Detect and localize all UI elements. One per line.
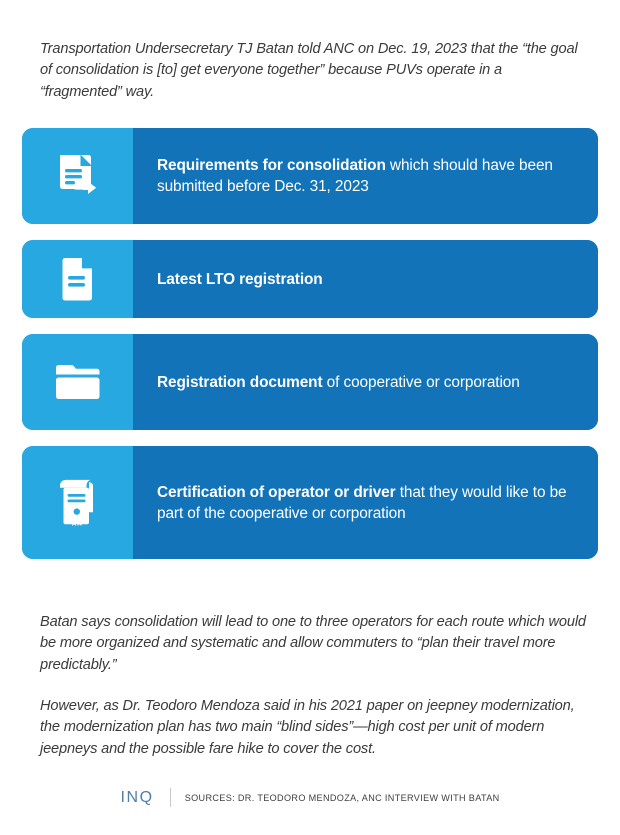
card-rest-text: of cooperative or corporation (322, 373, 520, 391)
card-lead-text: Certification of operator or driver (157, 483, 396, 501)
requirements-card-list (22, 128, 598, 559)
card-text (157, 155, 576, 197)
requirement-card (22, 334, 598, 430)
footer (0, 788, 620, 807)
card-body (133, 446, 598, 559)
card-lead-text: Registration document (157, 373, 323, 391)
requirement-card (22, 128, 598, 224)
document-export-icon (52, 150, 104, 202)
document-icon (55, 254, 101, 304)
certificate-icon (52, 475, 104, 531)
card-icon-panel (22, 334, 133, 430)
card-icon-panel (22, 446, 133, 559)
requirement-card (22, 240, 598, 318)
requirement-card (22, 446, 598, 559)
body-paragraph-1: Batan says consolidation will lead to one to three operators for each route which would be more organized and systematic and allow commuters to “plan their travel more predictably.” (40, 613, 586, 673)
folder-icon (51, 359, 105, 405)
intro-paragraph: Transportation Undersecretary TJ Batan told ANC on Dec. 19, 2023 that the “the goal of consolidation is [to] get everyone together” because PUVs operate in a “fragmented” way. (40, 40, 578, 100)
card-icon-panel (22, 128, 133, 224)
body-paragraph-2: However, as Dr. Teodoro Mendoza said in his 2021 paper on jeepney modernization, the modernization plan has two main “blind sides”—high cost per unit of modern jeepneys and the possible fare hike to cover the cost. (40, 697, 575, 757)
card-body (133, 240, 598, 318)
card-body (133, 334, 598, 430)
footer-divider (170, 788, 171, 807)
card-lead-text: Latest LTO registration (157, 270, 323, 288)
card-body (133, 128, 598, 224)
inq-logo: INQ (120, 788, 154, 806)
card-text (157, 269, 323, 290)
card-icon-panel (22, 240, 133, 318)
card-text (157, 372, 520, 393)
card-rest-text: that they would like to be part of the cooperative or corporation (157, 483, 567, 522)
card-rest-text: which should have been submitted before Dec. 31, 2023 (157, 157, 553, 195)
card-text (157, 482, 576, 524)
footer-sources-text: SOURCES: DR. TEODORO MENDOZA, ANC INTERVIEW WITH BATAN (184, 792, 500, 803)
card-lead-text: Requirements for consolidation (157, 157, 386, 174)
